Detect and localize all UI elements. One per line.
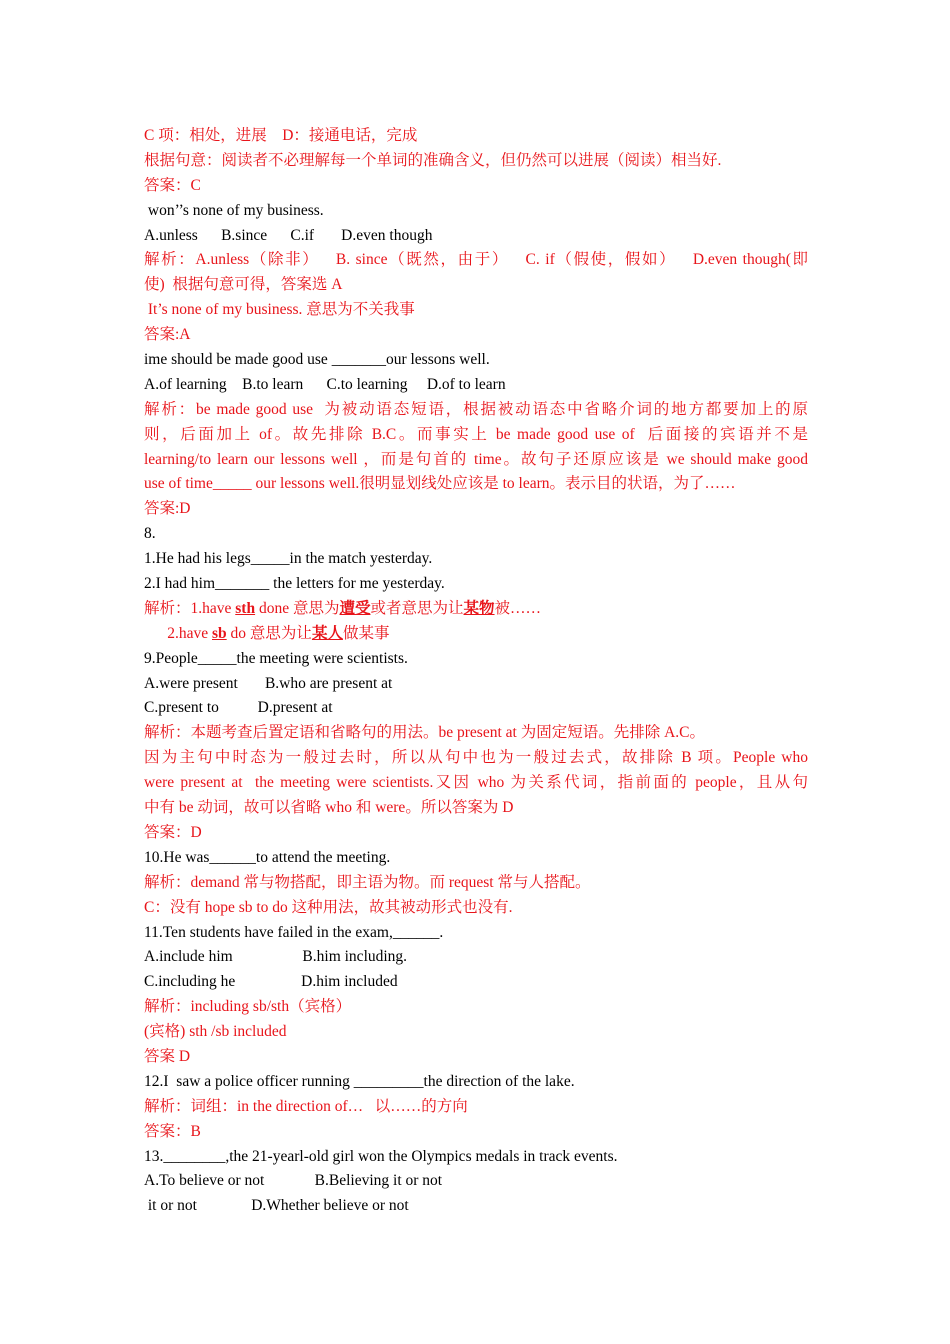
text-segment: done 意思为 <box>255 599 340 617</box>
text-line: C：没有 hope sb to do 这种用法，故其被动形式也没有. <box>144 898 513 916</box>
text-line: 中有 be 动词，故可以省略 who 和 were。所以答案为 D <box>144 799 514 817</box>
text-line: 答案 D <box>144 1047 191 1065</box>
text-segment: 2.have <box>144 624 213 642</box>
text-segment: 做某事 <box>342 624 390 642</box>
text-line: 则，后面加上 of。故先排除 B.C。而事实上 be made good use of 后面接的宾语并不是 <box>144 425 808 443</box>
text-line: 根据句意：阅读者不必理解每一个单词的准确含义，但仍然可以进展（阅读）相当好. <box>144 151 722 169</box>
text-line: 2.I had him_______ the letters for me yesterday. <box>144 575 445 593</box>
text-line <box>144 597 808 622</box>
text-line: 解析：be made good use 为被动语态短语，根据被动语态中省略介词的地方都要加上的原 <box>144 400 808 418</box>
text-line: A.unless B.since C.if D.even though <box>144 226 433 244</box>
text-line: use of time_____ our lessons well.很明显划线处应该是 to learn。表示目的状语，为了…… <box>144 475 736 493</box>
text-line: 答案:A <box>144 326 191 344</box>
text-line <box>144 622 808 647</box>
text-line: 13.________,the 21-yearl-old girl won the Olympics medals in track events. <box>144 1147 618 1165</box>
text-line: A.of learning B.to learn C.to learning D.of to learn <box>144 375 506 393</box>
underlined-term: sth <box>235 599 256 617</box>
underlined-term: 遭受 <box>339 599 371 617</box>
text-line: 答案：B <box>144 1122 201 1140</box>
text-line: C 项：相处，进展 D：接通电话，完成 <box>144 127 418 144</box>
text-line: 10.He was______to attend the meeting. <box>144 848 391 866</box>
text-line: C.including he D.him included <box>144 973 398 991</box>
text-line: won’’s none of my business. <box>144 201 324 219</box>
text-line: 解析：A.unless（除非） B. since（既然，由于） C. if（假使，假如） D.even though(即 <box>144 251 808 269</box>
underlined-term: 某物 <box>463 599 495 617</box>
text-line: A.were present B.who are present at <box>144 674 393 692</box>
text-line: C.present to D.present at <box>144 699 333 717</box>
text-line: it or not D.Whether believe or not <box>144 1197 409 1215</box>
text-line: It’s none of my business. 意思为不关我事 <box>144 301 415 319</box>
text-line: 答案：C <box>144 176 201 194</box>
text-line: learning/to learn our lessons well ，而是句首的 time。故句子还原应该是 we should make good <box>144 450 808 468</box>
text-line: 12.I saw a police officer running _________the direction of the lake. <box>144 1072 575 1090</box>
text-line: 11.Ten students have failed in the exam,______. <box>144 923 444 941</box>
text-segment: 或者意思为让 <box>370 599 464 617</box>
text-line: 因为主句中时态为一般过去时，所以从句中也为一般过去式，故排除 B 项。People who <box>144 749 808 767</box>
underlined-term: 某人 <box>311 624 343 642</box>
text-line: A.To believe or not B.Believing it or not <box>144 1172 443 1190</box>
text-segment: do 意思为让 <box>226 624 312 642</box>
text-line: 解析：词组：in the direction of… 以……的方向 <box>144 1097 468 1115</box>
text-line: were present at the meeting were scientists.又因 who 为关系代词，指前面的 people，且从句 <box>144 774 808 792</box>
text-line: 使) 根据句意可得，答案选 A <box>144 276 343 294</box>
text-line: 答案：D <box>144 823 202 841</box>
text-line: 9.People_____the meeting were scientists. <box>144 649 408 667</box>
text-line: 解析：including sb/sth（宾格） <box>144 998 352 1016</box>
underlined-term: sb <box>212 624 227 642</box>
text-line: 答案:D <box>144 500 191 518</box>
text-line: ime should be made good use _______our lessons well. <box>144 351 490 369</box>
text-line: 8. <box>144 525 156 543</box>
text-segment: 解析：1.have <box>144 599 236 617</box>
text-line: (宾格) sth /sb included <box>144 1023 287 1041</box>
text-line: 解析：demand 常与物搭配，即主语为物。而 request 常与人搭配。 <box>144 873 591 891</box>
text-line: 解析：本题考查后置定语和省略句的用法。be present at 为固定短语。先排除 A.C。 <box>144 724 705 742</box>
text-line: 1.He had his legs_____in the match yesterday. <box>144 550 433 568</box>
text-line: A.include him B.him including. <box>144 948 408 966</box>
text-segment: 被…… <box>494 599 542 617</box>
document-body <box>144 124 808 1219</box>
